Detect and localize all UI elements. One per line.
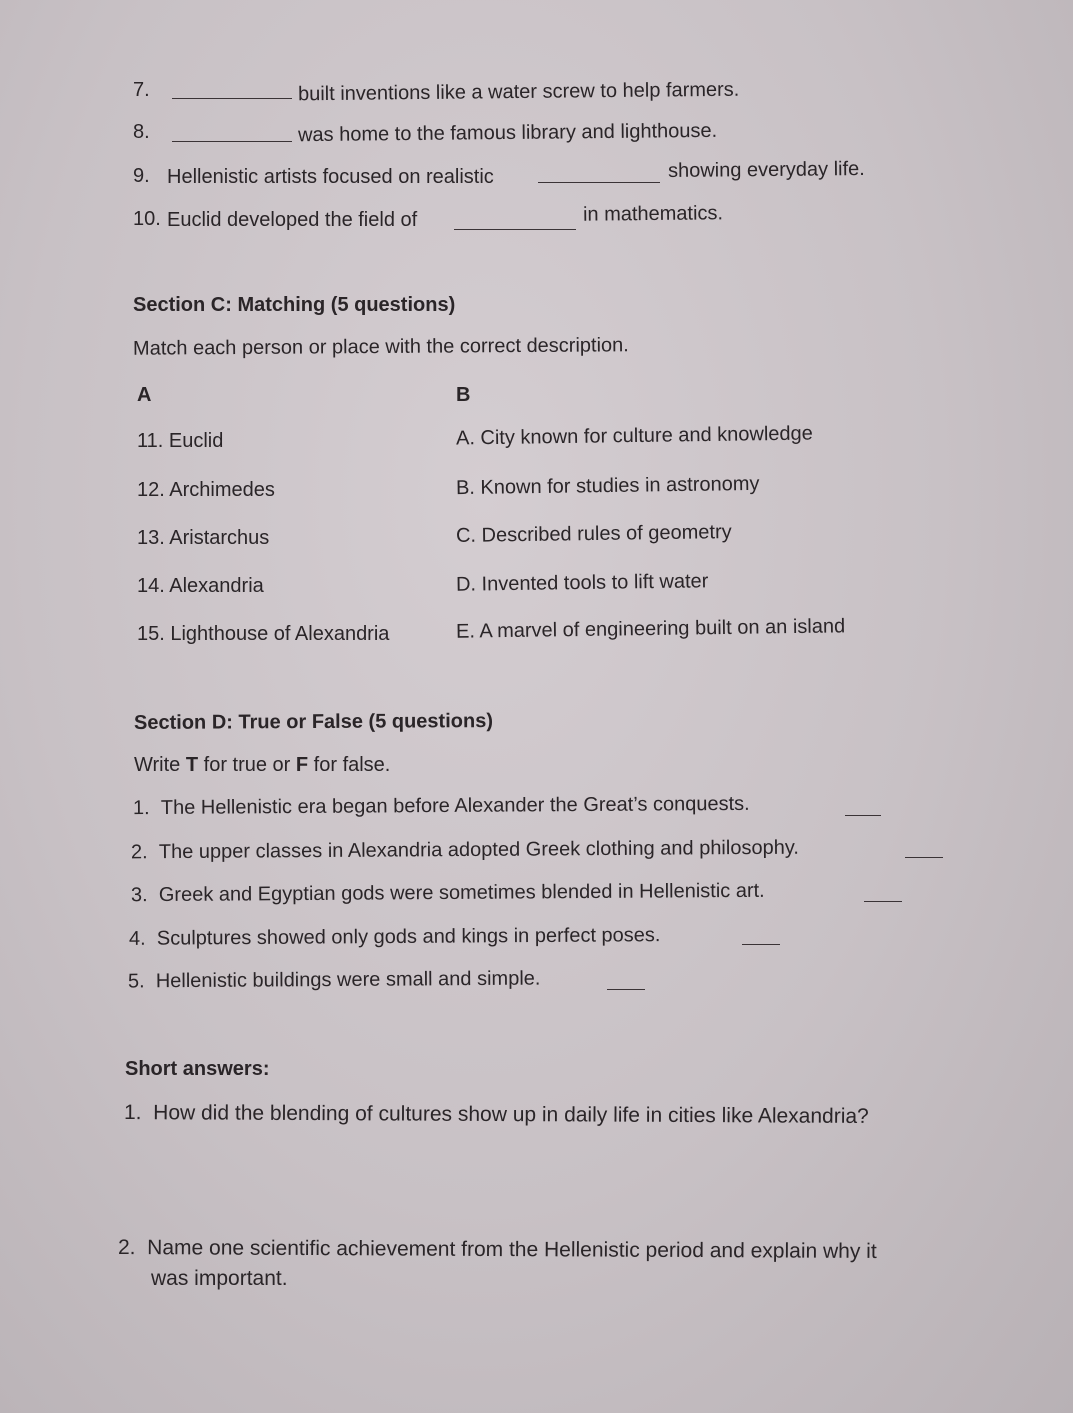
answer-blank[interactable]	[172, 98, 292, 99]
item-number: 10.	[133, 208, 161, 230]
short-answer-q2-continued: was important.	[151, 1267, 288, 1290]
item-number: 8.	[133, 121, 150, 143]
section-d-instructions	[134, 753, 390, 777]
fill-item-10-before: Euclid developed the field of	[167, 209, 418, 231]
fill-item-9-before: Hellenistic artists focused on realistic	[167, 166, 494, 188]
tf-answer-blank[interactable]	[607, 989, 645, 990]
instr-text: Write	[134, 754, 186, 776]
match-a-item: 13. Aristarchus	[137, 527, 270, 549]
item-number: 5.	[127, 970, 145, 993]
tf-answer-blank[interactable]	[905, 857, 943, 858]
instr-text: for true or	[198, 754, 296, 776]
section-d-title: Section D: True or False (5 questions)	[133, 710, 494, 734]
short-answer-q2	[118, 1236, 877, 1264]
short-answer-q1	[124, 1101, 869, 1129]
item-number: 1.	[123, 1101, 142, 1125]
tf-item-3	[131, 879, 765, 907]
item-number: 2.	[130, 841, 148, 864]
question-text: Name one scientific achievement from the Hellenistic period and explain why it	[147, 1236, 877, 1263]
tf-item-4	[129, 923, 661, 951]
item-number: 9.	[133, 165, 150, 187]
tf-answer-blank[interactable]	[742, 944, 780, 945]
match-b-item: D. Invented tools to lift water	[455, 570, 709, 596]
fill-item-8-text: was home to the famous library and lighthouse.	[297, 119, 718, 147]
item-number: 2.	[117, 1236, 136, 1260]
tf-statement: Hellenistic buildings were small and simple.	[155, 967, 541, 993]
fill-item-10	[133, 207, 161, 231]
question-text: How did the blending of cultures show up in daily life in cities like Alexandria?	[153, 1101, 869, 1128]
fill-item-8	[133, 120, 150, 144]
match-b-item: A. City known for culture and knowledge	[455, 422, 813, 450]
column-b-header: B	[456, 384, 471, 406]
tf-statement: The Hellenistic era began before Alexander the Great’s conquests.	[160, 792, 750, 819]
fill-item-7	[133, 78, 150, 102]
tf-statement: Greek and Egyptian gods were sometimes blended in Hellenistic art.	[158, 879, 765, 907]
match-a-item: 12. Archimedes	[137, 479, 275, 501]
tf-answer-blank[interactable]	[864, 901, 902, 902]
section-c-instructions: Match each person or place with the correct description.	[132, 334, 629, 360]
item-number: 3.	[130, 884, 148, 907]
instr-true-letter: T	[185, 754, 199, 776]
tf-item-5	[128, 967, 541, 994]
short-answers-title: Short answers:	[125, 1058, 270, 1080]
column-a-header: A	[137, 384, 152, 406]
instr-false-letter: F	[295, 754, 309, 776]
fill-item-9	[133, 164, 150, 188]
answer-blank[interactable]	[538, 182, 660, 183]
match-a-item: 15. Lighthouse of Alexandria	[137, 623, 390, 645]
instr-text: for false.	[308, 754, 391, 776]
tf-item-1	[133, 792, 750, 820]
match-a-item: 11. Euclid	[137, 430, 224, 452]
tf-item-2	[131, 836, 799, 865]
answer-blank[interactable]	[172, 141, 292, 142]
item-number: 7.	[133, 79, 150, 101]
fill-item-7-text: built inventions like a water screw to help farmers.	[297, 78, 740, 106]
fill-item-10-after: in mathematics.	[582, 202, 724, 226]
section-c-title: Section C: Matching (5 questions)	[133, 294, 456, 316]
tf-statement: Sculptures showed only gods and kings in perfect poses.	[156, 924, 661, 950]
match-a-item: 14. Alexandria	[137, 575, 264, 597]
match-b-item: B. Known for studies in astronomy	[455, 472, 760, 500]
match-b-item: C. Described rules of geometry	[455, 521, 732, 547]
item-number: 4.	[128, 927, 146, 950]
fill-item-9-after: showing everyday life.	[667, 157, 865, 183]
item-number: 1.	[132, 797, 150, 820]
match-b-item: E. A marvel of engineering built on an island	[455, 615, 846, 643]
tf-answer-blank[interactable]	[845, 815, 881, 816]
tf-statement: The upper classes in Alexandria adopted Greek clothing and philosophy.	[158, 836, 799, 864]
answer-blank[interactable]	[454, 229, 576, 230]
